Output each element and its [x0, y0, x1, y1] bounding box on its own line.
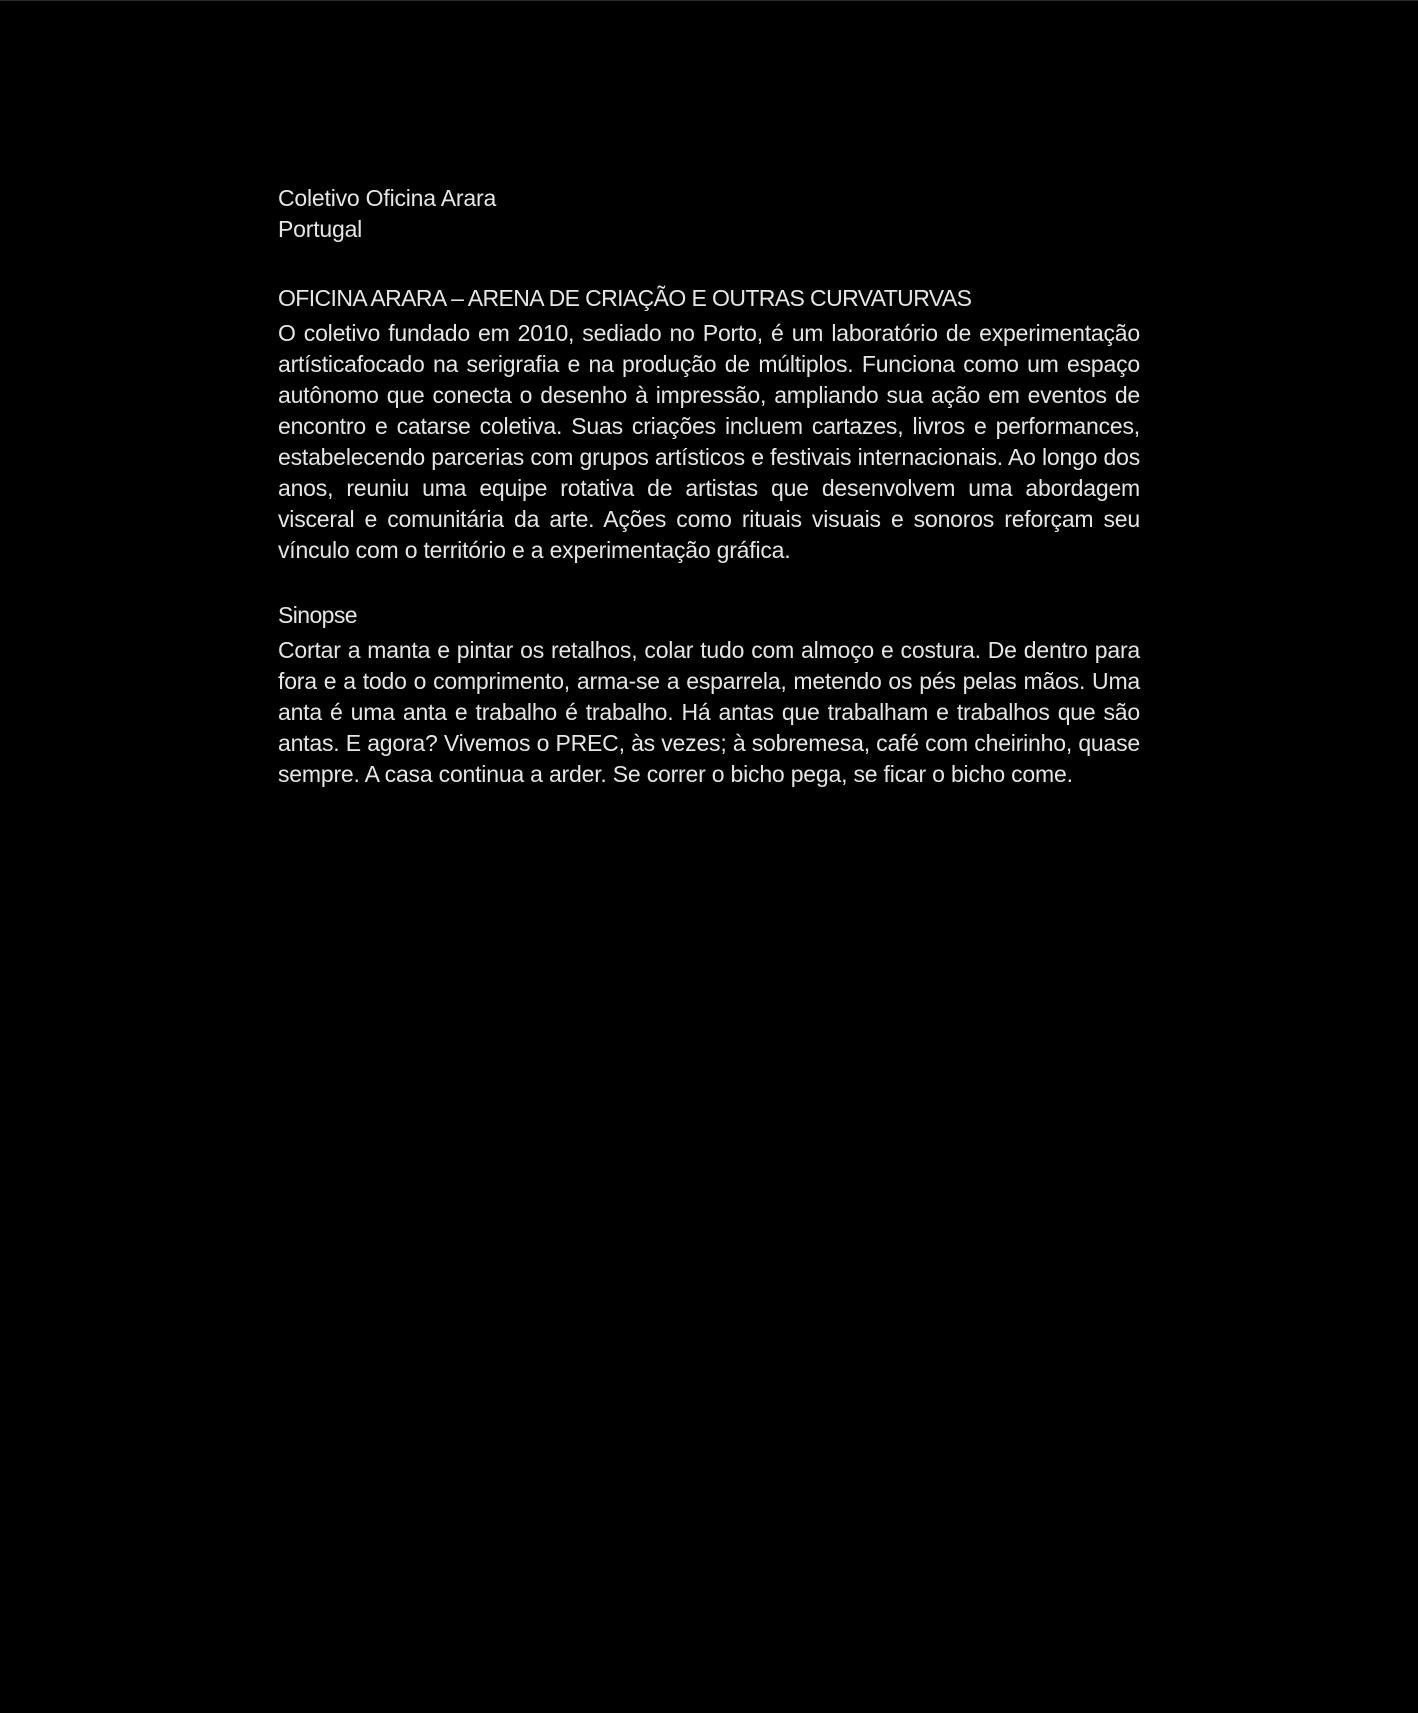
about-title: OFICINA ARARA – ARENA DE CRIAÇÃO E OUTRAS CURVATURVAS	[278, 285, 972, 311]
text-block	[278, 183, 1140, 790]
about-paragraph: O coletivo fundado em 2010, sediado no Porto, é um laboratório de experimentação artísticafocado na serigrafia e na produção de múltiplos. Funciona como um espaço autônomo que conecta o desenho à impressão, ampliando sua ação em eventos de encontro e catarse coletiva. Suas criações incluem cartazes, livros e performances, estabelecendo parcerias com grupos artísticos e festivais internacionais. Ao longo dos anos, reuniu uma equipe rotativa de artistas que desenvolvem uma abordagem visceral e comunitária da arte. Ações como rituais visuais e sonoros reforçam seu vínculo com o território e a experimentação gráfica.	[278, 320, 1140, 563]
synopsis-title: Sinopse	[278, 602, 357, 628]
collective-name: Coletivo Oficina Arara	[278, 185, 497, 211]
spacer	[278, 245, 1140, 283]
top-divider	[0, 0, 1418, 1]
country: Portugal	[278, 216, 363, 242]
spacer	[278, 566, 1140, 600]
synopsis-paragraph: Cortar a manta e pintar os retalhos, colar tudo com almoço e costura. De dentro para fora e a todo o comprimento, arma-se a esparrela, metendo os pés pelas mãos. Uma anta é uma anta e trabalho é trabalho. Há antas que trabalham e trabalhos que são antas. E agora? Vivemos o PREC, às vezes; à sobremesa, café com cheirinho, quase sempre. A casa continua a arder. Se correr o bicho pega, se ficar o bicho come.	[278, 637, 1140, 787]
